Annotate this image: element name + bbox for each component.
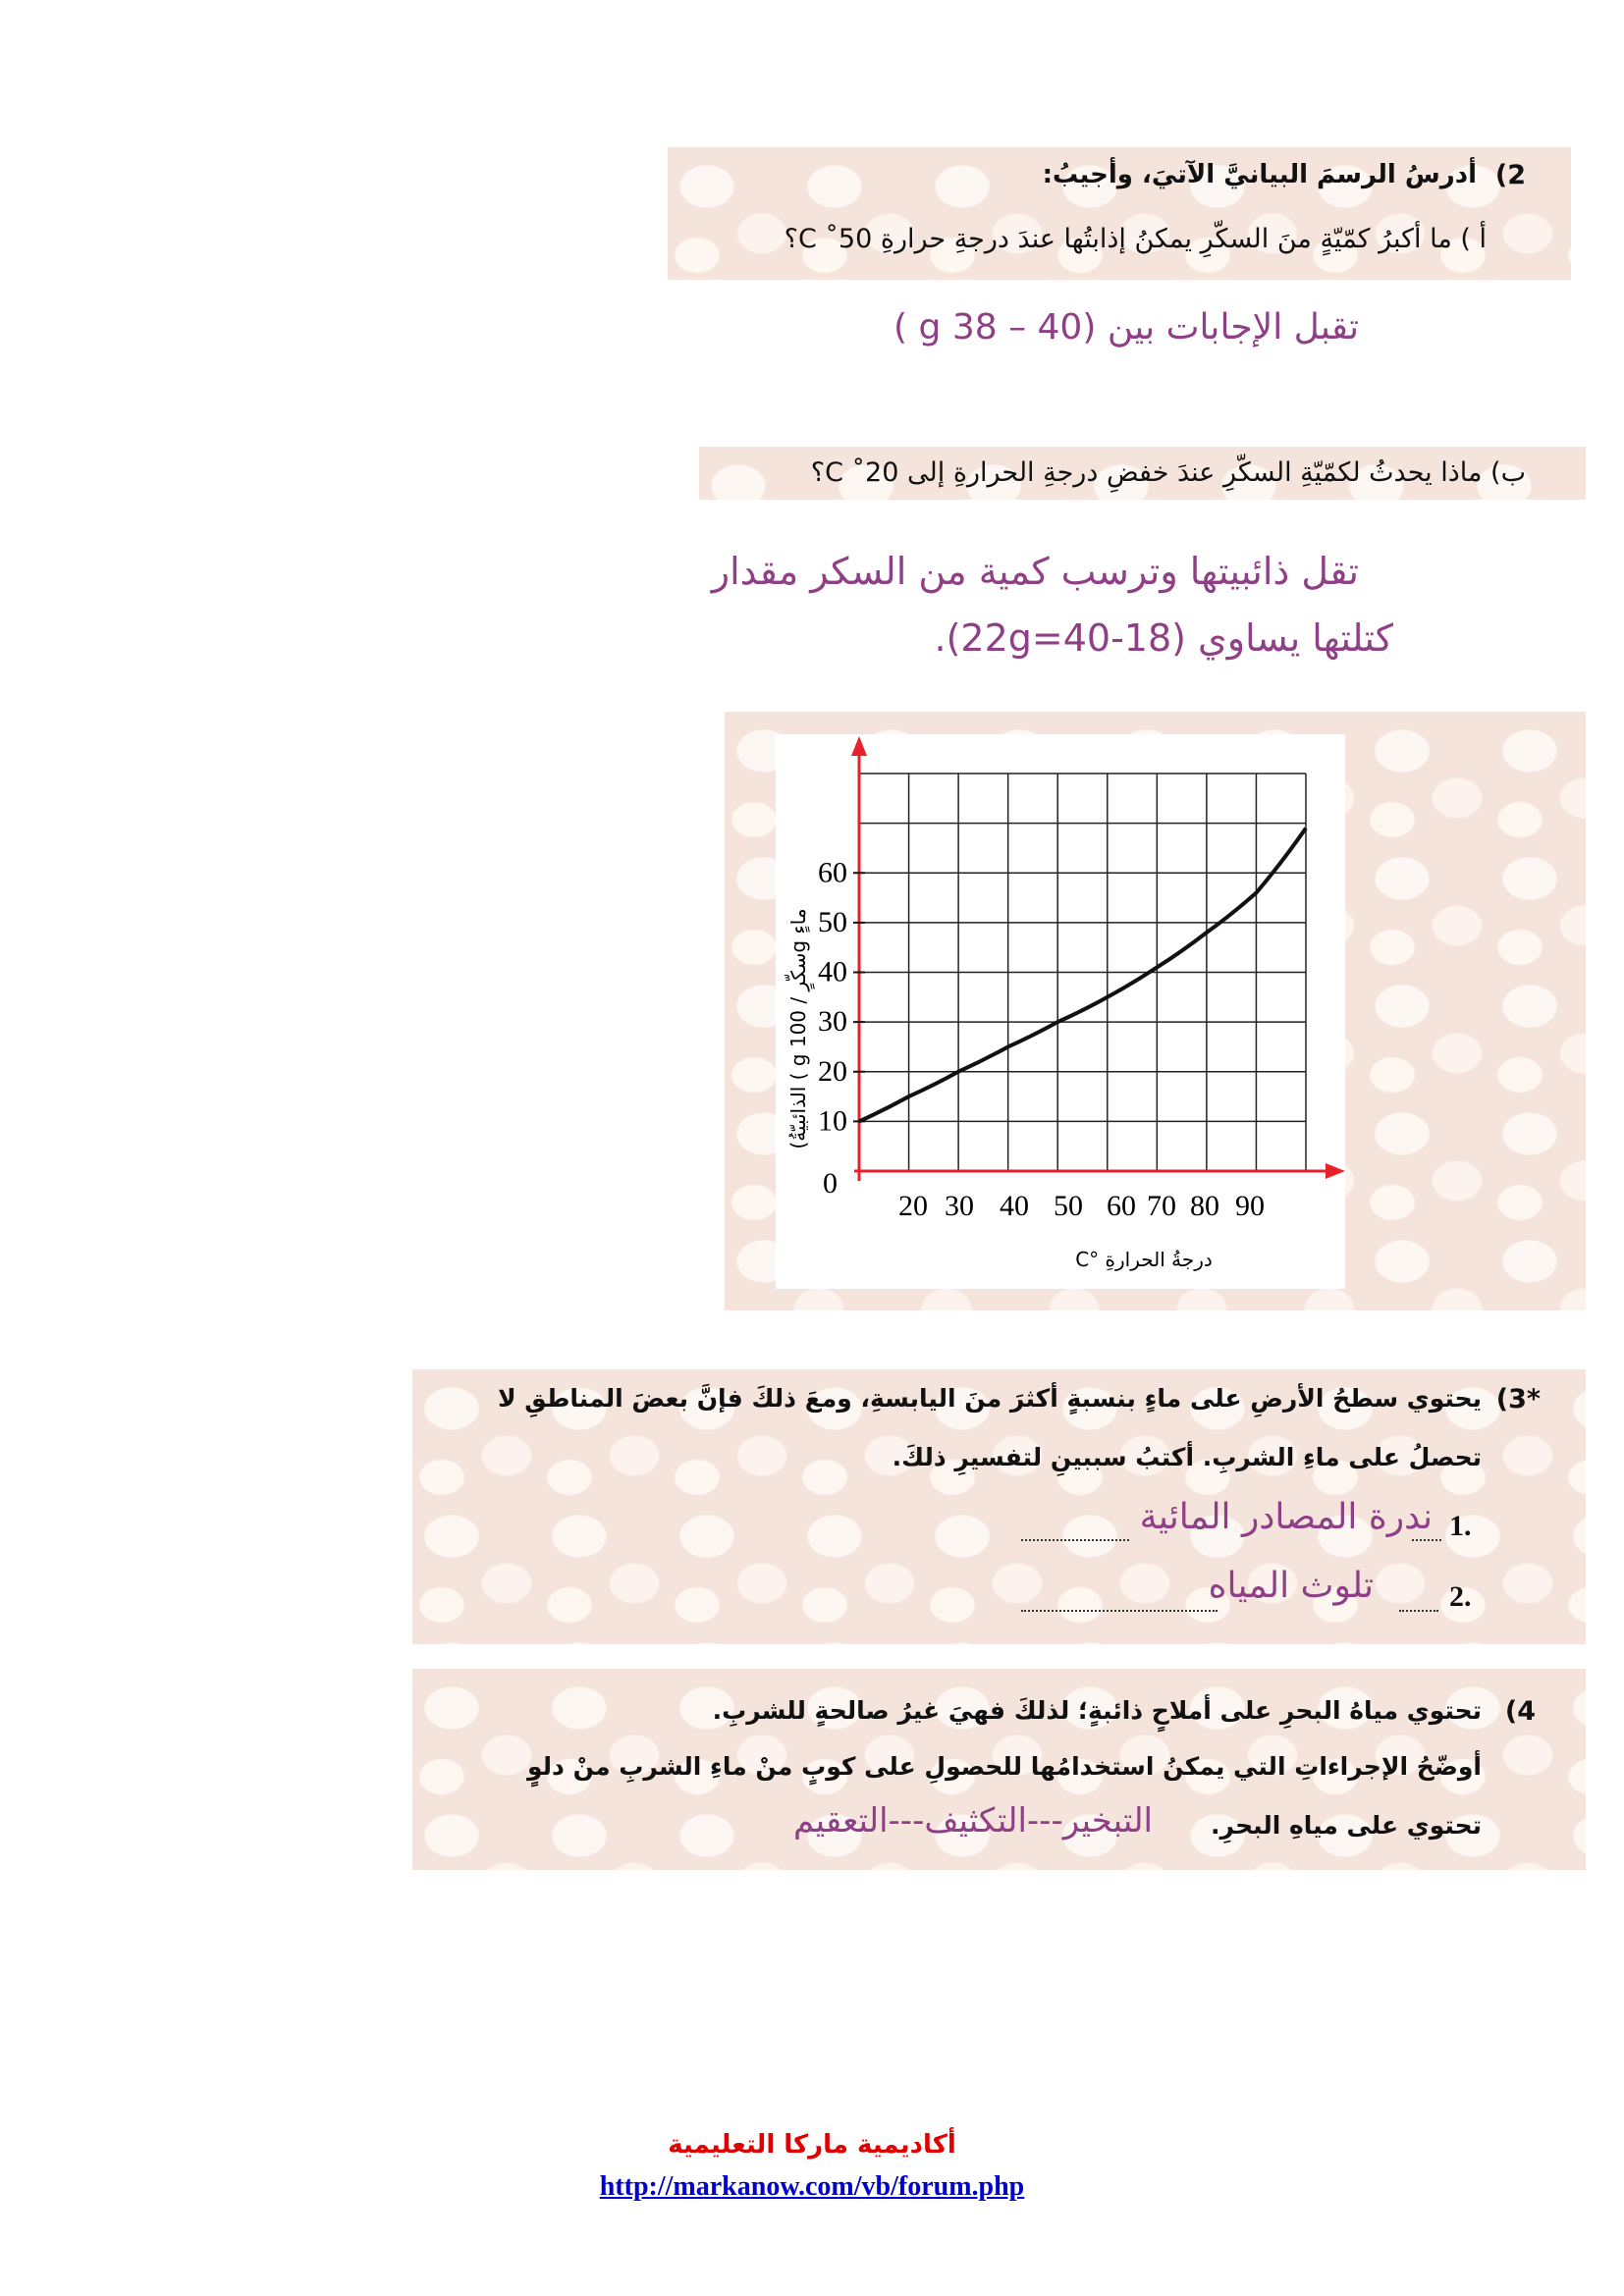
y-tick-label: 10 <box>818 1104 847 1138</box>
q4-answer: التبخير---التكثيف---التعقيم <box>792 1801 1153 1841</box>
chart-y-label: (الذائبيّةُ ( g سكّرٍ / 100g ماءٍ <box>786 908 810 1149</box>
footer-link[interactable]: http://markanow.com/vb/forum.php <box>599 2171 1025 2202</box>
y-tick-label: 50 <box>818 905 847 938</box>
y-tick-label: 40 <box>818 955 847 988</box>
q2-answer-b-line2: كتلتها يساوي (18-40=22g). <box>934 616 1393 660</box>
q2-prompt: أدرسُ الرسمَ البيانيَّ الآتيَ، وأجيبُ: <box>1042 160 1477 189</box>
q4-line3: تحتوي على مياهِ البحرِ. <box>1211 1811 1482 1840</box>
chart-x-label: درجةُ الحرارةِ °C <box>1075 1248 1213 1271</box>
q3-number: *3) <box>1495 1384 1541 1415</box>
q3-item2-dots <box>1021 1610 1218 1612</box>
x-tick-label: 30 <box>945 1190 974 1222</box>
x-tick-label: 40 <box>1000 1190 1029 1222</box>
q4-line1: تحتوي مياهُ البحرِ على أملاحٍ ذائبةٍ؛ لذلكَ فهيَ غيرُ صالحةٍ للشربِ. <box>712 1696 1482 1725</box>
x-axis-arrow <box>1326 1163 1345 1179</box>
q3-item1-number: 1. <box>1449 1510 1472 1542</box>
footer-title: أكاديمية ماركا التعليمية <box>668 2130 956 2160</box>
q2-part-a: أ ) ما أكبرُ كمّيّةٍ منَ السكّرِ يمكنُ إذابتُها عندَ درجةِ حرارةِ C ˚50؟ <box>784 224 1487 254</box>
q3-item1: ندرة المصادر المائية <box>1139 1497 1433 1537</box>
chart-ticks <box>818 856 1265 1222</box>
x-tick-label: 60 <box>1107 1190 1136 1222</box>
q3-item2-number: 2. <box>1449 1580 1472 1613</box>
q4-line2: أوضّحُ الإجراءاتِ التي يمكنُ استخدامُها للحصولِ على كوبٍ منْ ماءِ الشربِ منْ دلوٍ <box>527 1752 1482 1781</box>
q3-item1-dots <box>1021 1539 1129 1541</box>
q4-number: 4) <box>1504 1696 1536 1727</box>
y-axis-arrow <box>851 736 867 756</box>
q3-line1: يحتوي سطحُ الأرضِ على ماءٍ بنسبةٍ أكثرَ منَ اليابسةِ، ومعَ ذلكَ فإنَّ بعضَ المناطقِ لا <box>497 1384 1482 1413</box>
x-tick-label: 90 <box>1235 1190 1265 1222</box>
y-tick-label: 0 <box>823 1167 838 1200</box>
chart-panel <box>776 734 1345 1289</box>
x-tick-label: 50 <box>1054 1190 1083 1222</box>
solubility-chart <box>776 734 1345 1289</box>
q3-item2-dots-short <box>1399 1610 1438 1612</box>
chart-grid <box>859 774 1306 1171</box>
q2-answer-a: تقبل الإجابات بين (40 – 38 g ) <box>893 307 1359 347</box>
q3-line2: تحصلُ على ماءِ الشربِ. أكتبُ سببينِ لتفسيرِ ذلكَ. <box>892 1443 1482 1471</box>
q2-part-b: ب) ماذا يحدثُ لكمّيّةِ السكّرِ عندَ خفضِ درجةِ الحرارةِ إلى C ˚20؟ <box>810 457 1526 488</box>
chart-axes <box>851 736 1345 1181</box>
y-tick-label: 60 <box>818 856 847 889</box>
y-tick-label: 30 <box>818 1005 847 1039</box>
q3-item2: تلوث المياه <box>1208 1566 1374 1606</box>
solubility-curve <box>859 828 1306 1122</box>
x-tick-label: 20 <box>898 1190 928 1222</box>
x-tick-label: 70 <box>1147 1190 1176 1222</box>
q3-item1-dots-short <box>1412 1539 1441 1541</box>
q2-answer-b-line1: تقل ذائبيتها وترسب كمية من السكر مقدار <box>711 550 1359 593</box>
y-tick-label: 20 <box>818 1054 847 1088</box>
q2-number: 2) <box>1494 160 1526 190</box>
footer-link-wrap <box>0 2171 1624 2203</box>
x-tick-label: 80 <box>1190 1190 1219 1222</box>
